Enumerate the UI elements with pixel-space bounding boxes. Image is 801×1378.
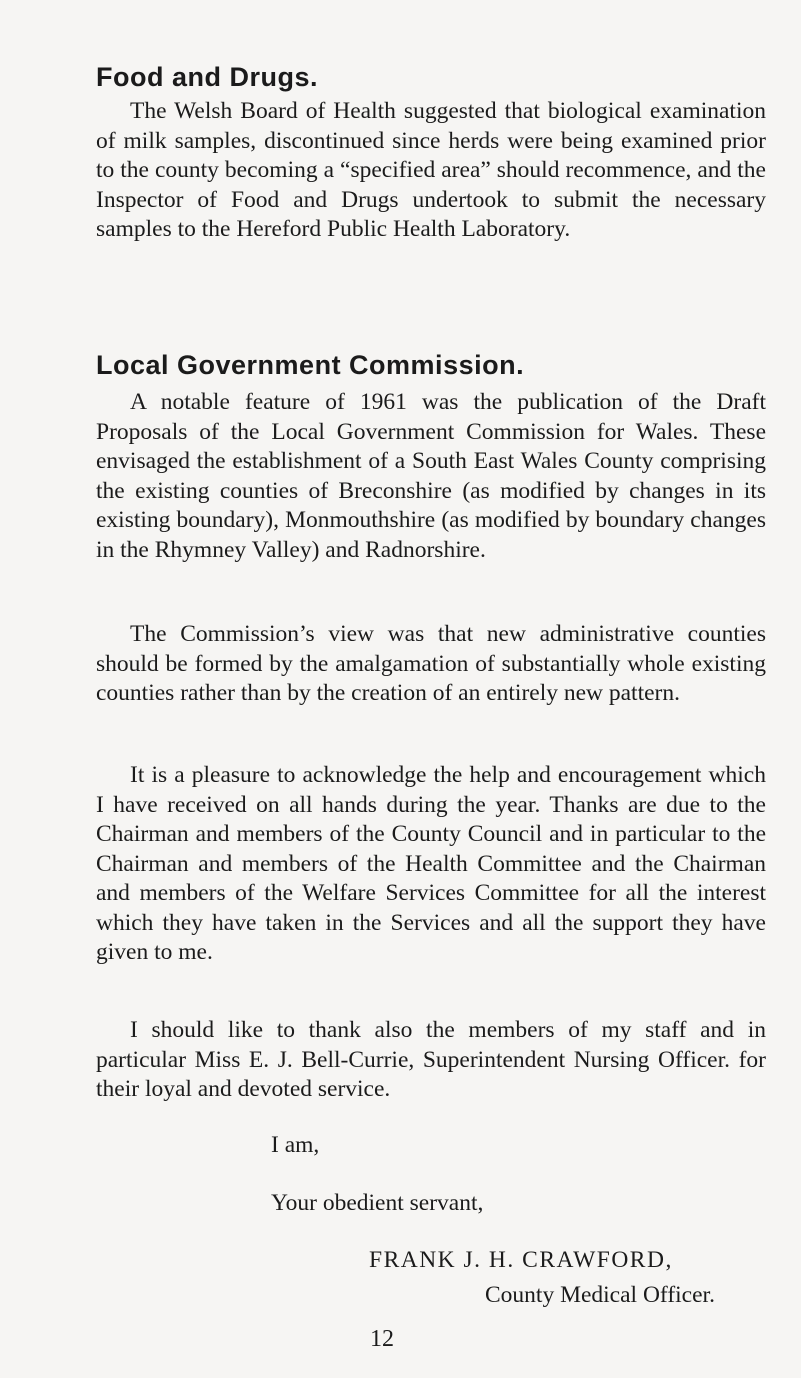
local-government-commission-heading: Local Government Commission. (96, 350, 525, 380)
closing-salutation: I am, (271, 1132, 320, 1158)
closing-valediction: Your obedient servant, (271, 1190, 484, 1216)
page-number: 12 (370, 1326, 394, 1352)
food-and-drugs-heading: Food and Drugs. (96, 62, 318, 92)
signature-title: County Medical Officer. (485, 1282, 715, 1308)
signature-name: FRANK J. H. CRAWFORD, (369, 1247, 673, 1273)
commission-paragraph-2: The Commission’s view was that new administrative counties should be formed by the amalgamation of substantially whole existing counties rather than by the creation of an entirely new pattern. (96, 621, 766, 706)
acknowledgement-paragraph: It is a pleasure to acknowledge the help and encouragement which I have received on all hands during the year. Thanks are due to the Chairman and members of the County Council and in particular to the Chairman and members of the Health Committee and the Chairman and members of the Welfare Services Committee for all the interest which they have taken in the Services and all the support they have given to me. (96, 762, 766, 965)
food-and-drugs-paragraph: The Welsh Board of Health suggested that biological examination of milk samples, discontinued since herds were being examined prior to the county becoming a “specified area” should recommence, and the Inspector of Food and Drugs undertook to submit the necessary samples to the Hereford Public Health Laboratory. (96, 98, 766, 242)
staff-thanks-paragraph: I should like to thank also the members of my staff and in particular Miss E. J. Bell-Currie, Superintendent Nursing Officer. for their loyal and devoted service. (96, 1017, 766, 1102)
commission-paragraph-1: A notable feature of 1961 was the publication of the Draft Proposals of the Local Government Commission for Wales. These envisaged the establishment of a South East Wales County comprising the existing counties of Breconshire (as modified by changes in its existing boundary), Monmouthshire (as modified by boundary changes in the Rhymney Valley) and Radnorshire. (96, 389, 766, 563)
